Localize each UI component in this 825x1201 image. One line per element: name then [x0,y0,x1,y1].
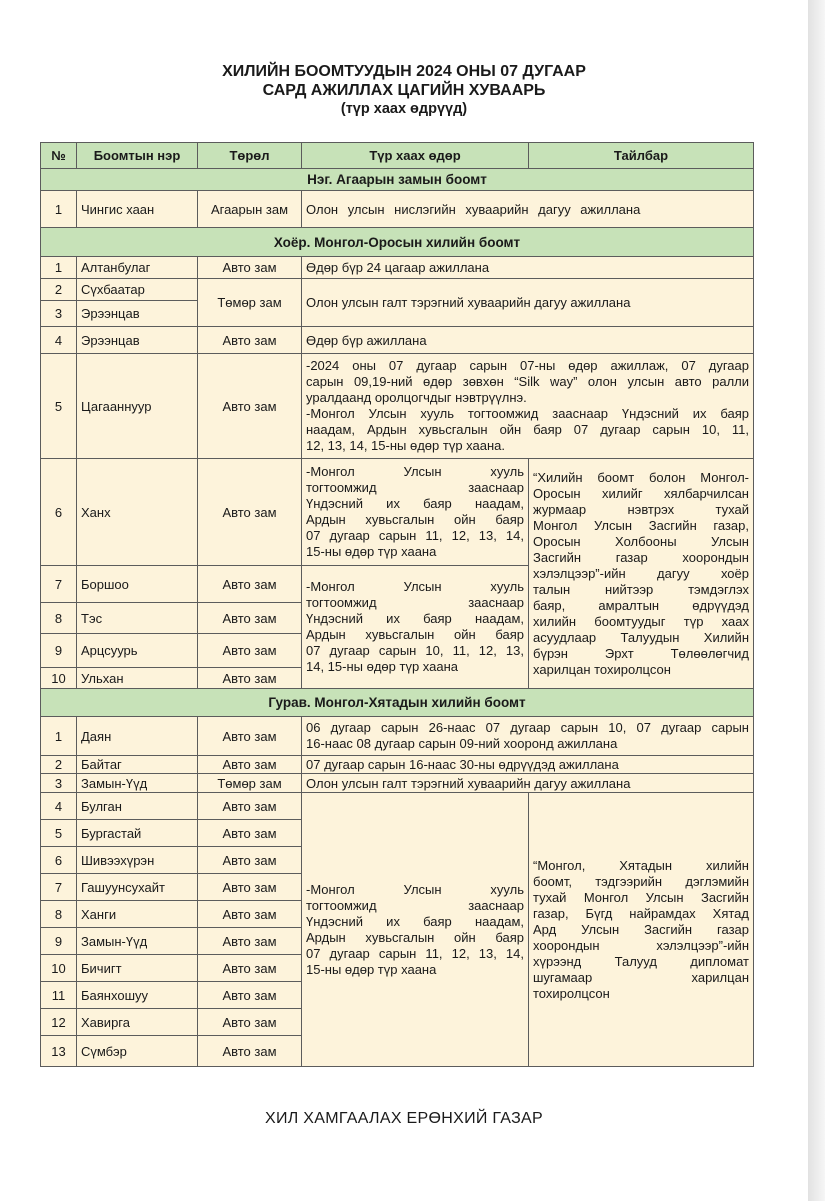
table-row [41,257,754,279]
row-num: 4 [41,793,77,820]
info-line: 15-ны өдөр түр хаана [306,961,437,977]
port-name: Эрээнцав [77,301,198,327]
closure-info: Олон улсын галт тэрэгний хуваарийн дагуу ажиллана [302,774,754,793]
info-line: тогтоомжид зааснаар [306,595,524,610]
section-row-russia [41,228,754,257]
info-line: наадам, Ардын хувьсгалын ойн баяр 07 дугаар сарын 10, 11, [306,422,749,437]
port-name: Сүхбаатар [77,279,198,301]
note-line: хилийн боомтуудыг түр хаах [533,613,749,629]
note-line: талын нийтээр тэмдэглэх [533,581,749,597]
port-name: Баянхошуу [77,982,198,1009]
port-type: Авто зам [198,354,302,459]
row-num: 10 [41,955,77,982]
port-type: Агаарын зам [198,191,302,228]
port-type: Төмөр зам [198,279,302,327]
port-type: Авто зам [198,257,302,279]
note-line: Ард Улсын Засгийн газар [533,921,749,937]
row-num: 2 [41,756,77,774]
section-title-china: Гурав. Монгол-Хятадын хилийн боомт [41,689,754,717]
port-name: Замын-Үүд [77,774,198,793]
table-row [41,354,754,459]
title-line-1: ХИЛИЙН БООМТУУДЫН 2024 ОНЫ 07 ДУГААР [222,63,586,80]
info-line: Үндэсний их баяр наадам, [306,913,524,929]
note-line: Засгийн газар хоорондын [533,549,749,565]
row-num: 2 [41,279,77,301]
row-num: 7 [41,566,77,603]
info-line: -Монгол Улсын хууль [306,579,524,594]
section-title-air: Нэг. Агаарын замын боомт [41,169,754,191]
header-type: Төрөл [198,143,302,169]
note-line: бүрэн Эрхт Төлөөлөгчид [533,645,749,661]
closure-info [302,566,529,689]
note-line: “Монгол, Хятадын хилийн [533,857,749,873]
info-line: 07 дугаар сарын 11, 12, 13, 14, [306,945,524,961]
note-line: боомт, тэдгээрийн дэглэмийн [533,873,749,889]
note-cell [529,793,754,1067]
table-row [41,327,754,354]
note-line: тухай Монгол Улсын Засгийн [533,889,749,905]
port-name: Сүмбэр [77,1036,198,1067]
info-line: 06 дугаар сарын 26-наас 07 дугаар сарын 10, 07 дугаар сарын [306,720,749,735]
table-row [41,279,754,301]
port-name: Шивээхүрэн [77,847,198,874]
port-name: Ханх [77,459,198,566]
port-name: Даян [77,717,198,756]
port-name: Эрээнцав [77,327,198,354]
note-line: газар, Бүгд найрамдах Хятад [533,905,749,921]
closure-info: Өдөр бүр ажиллана [302,327,754,354]
port-name: Алтанбулаг [77,257,198,279]
row-num: 9 [41,928,77,955]
section-title-russia: Хоёр. Монгол-Оросын хилийн боомт [41,228,754,257]
row-num: 12 [41,1009,77,1036]
port-type: Төмөр зам [198,774,302,793]
row-num: 5 [41,820,77,847]
note-line: харилцан тохиролцсон [533,661,671,677]
title-line-2: САРД АЖИЛЛАХ ЦАГИЙН ХУВААРЬ [262,82,546,99]
info-line: тогтоомжид зааснаар [306,480,524,495]
port-name: Булган [77,793,198,820]
port-name: Цагааннуур [77,354,198,459]
port-type: Авто зам [198,820,302,847]
closure-info: Өдөр бүр 24 цагаар ажиллана [302,257,754,279]
header-num: № [41,143,77,169]
port-type: Авто зам [198,847,302,874]
info-line: Ардын хувьсгалын ойн баяр [306,512,524,527]
port-type: Авто зам [198,874,302,901]
port-type: Авто зам [198,327,302,354]
port-type: Авто зам [198,459,302,566]
section-row-china [41,689,754,717]
row-num: 8 [41,603,77,634]
info-line: 12, 13, 14, 15-ны өдөр түр хаана. [306,438,505,453]
info-line: Ардын хувьсгалын ойн баяр [306,627,524,642]
row-num: 1 [41,191,77,228]
row-num: 11 [41,982,77,1009]
table-row [41,756,754,774]
document-title [0,62,808,119]
info-line: уралдаанд оролцогчдыг нэвтрүүлнэ. [306,390,527,405]
row-num: 7 [41,874,77,901]
table-row [41,459,754,566]
info-line: 14, 15-ны өдөр түр хаана [306,659,459,674]
row-num: 6 [41,847,77,874]
row-num: 1 [41,257,77,279]
section-row-air [41,169,754,191]
info-line: 07 дугаар сарын 11, 12, 13, 14, [306,528,524,543]
port-type: Авто зам [198,982,302,1009]
row-num: 8 [41,901,77,928]
port-name: Бургастай [77,820,198,847]
header-name: Боомтын нэр [77,143,198,169]
closure-info: 07 дугаар сарын 16-наас 30-ны өдрүүдэд ажиллана [302,756,754,774]
row-num: 3 [41,774,77,793]
row-num: 10 [41,668,77,689]
port-type: Авто зам [198,793,302,820]
port-name: Тэс [77,603,198,634]
header-days: Түр хаах өдөр [302,143,529,169]
info-line: сарын 09,19-ний өдөр зөвхөн “Silk way” олон улсын авто ралли [306,374,749,389]
note-line: Оросын хилийг хялбарчилсан [533,485,749,501]
info-line: Ардын хувьсгалын ойн баяр [306,929,524,945]
row-num: 9 [41,634,77,668]
closure-info [302,793,529,1067]
info-line: тогтоомжид зааснаар [306,897,524,913]
info-line: -Монгол Улсын хууль [306,881,524,897]
issuing-authority: ХИЛ ХАМГААЛАХ ЕРӨНХИЙ ГАЗАР [264,1110,544,1127]
port-name: Арцсуурь [77,634,198,668]
port-name: Хавирга [77,1009,198,1036]
table-header-row [41,143,754,169]
table-row [41,717,754,756]
note-line: хоорондын хэлэлцээр”-ийн [533,937,749,953]
port-type: Авто зам [198,634,302,668]
table-row [41,191,754,228]
row-num: 3 [41,301,77,327]
note-line: “Хилийн боомт болон Монгол- [533,469,749,485]
port-type: Авто зам [198,717,302,756]
port-name: Замын-Үүд [77,928,198,955]
port-name: Бичигт [77,955,198,982]
info-line: -Монгол Улсын хууль [306,464,524,479]
note-line: тохиролцсон [533,985,610,1001]
row-num: 13 [41,1036,77,1067]
closure-info [302,354,754,459]
port-name: Ханги [77,901,198,928]
port-type: Авто зам [198,566,302,603]
closure-info: Олон улсын галт тэрэгний хуваарийн дагуу ажиллана [302,279,754,327]
closure-info [302,459,529,566]
port-type: Авто зам [198,603,302,634]
row-num: 5 [41,354,77,459]
closure-info [302,717,754,756]
note-line: журмаар нэвтрэх тухай [533,501,749,517]
table-row [41,793,754,820]
port-type: Авто зам [198,1036,302,1067]
note-line: асуудлаар Талуудын Хилийн [533,629,749,645]
row-num: 4 [41,327,77,354]
port-name: Чингис хаан [77,191,198,228]
port-type: Авто зам [198,955,302,982]
info-line: -2024 оны 07 дугаар сарын 07-ны өдөр ажиллаж, 07 дугаар [306,358,749,373]
note-line: Оросын Холбооны Улсын [533,533,749,549]
port-type: Авто зам [198,668,302,689]
info-line: Үндэсний их баяр наадам, [306,496,524,511]
note-line: баяр, амралтын өдрүүдэд [533,597,749,613]
info-line: 15-ны өдөр түр хаана [306,544,437,559]
info-line: Үндэсний их баяр наадам, [306,611,524,626]
port-name: Гашуунсухайт [77,874,198,901]
info-line: -Монгол Улсын хууль тогтоомжид зааснаар Үндэсний их баяр [306,406,749,421]
port-type: Авто зам [198,756,302,774]
info-line: 07 дугаар сарын 10, 11, 12, 13, [306,643,524,658]
title-line-3: (түр хаах өдрүүд) [340,101,468,117]
port-name: Ульхан [77,668,198,689]
info-line: 16-наас 08 дугаар сарын 09-ний хооронд ажиллана [306,736,618,751]
note-line: хүрээнд Талууд дипломат [533,953,749,969]
row-num: 6 [41,459,77,566]
schedule-table [40,142,754,1067]
note-cell [529,459,754,689]
header-note: Тайлбар [529,143,754,169]
note-line: хэлэлцээр”-ийн дагуу хоёр [533,565,749,581]
table-row [41,774,754,793]
row-num: 1 [41,717,77,756]
port-type: Авто зам [198,928,302,955]
note-line: шугамаар харилцан [533,969,749,985]
closure-info: Олон улсын нислэгийн хуваарийн дагуу ажиллана [302,191,754,228]
page-edge-shadow [808,0,825,1201]
port-type: Авто зам [198,1009,302,1036]
note-line: Монгол Улсын Засгийн газар, [533,517,749,533]
port-type: Авто зам [198,901,302,928]
port-name: Боршоо [77,566,198,603]
port-name: Байтаг [77,756,198,774]
